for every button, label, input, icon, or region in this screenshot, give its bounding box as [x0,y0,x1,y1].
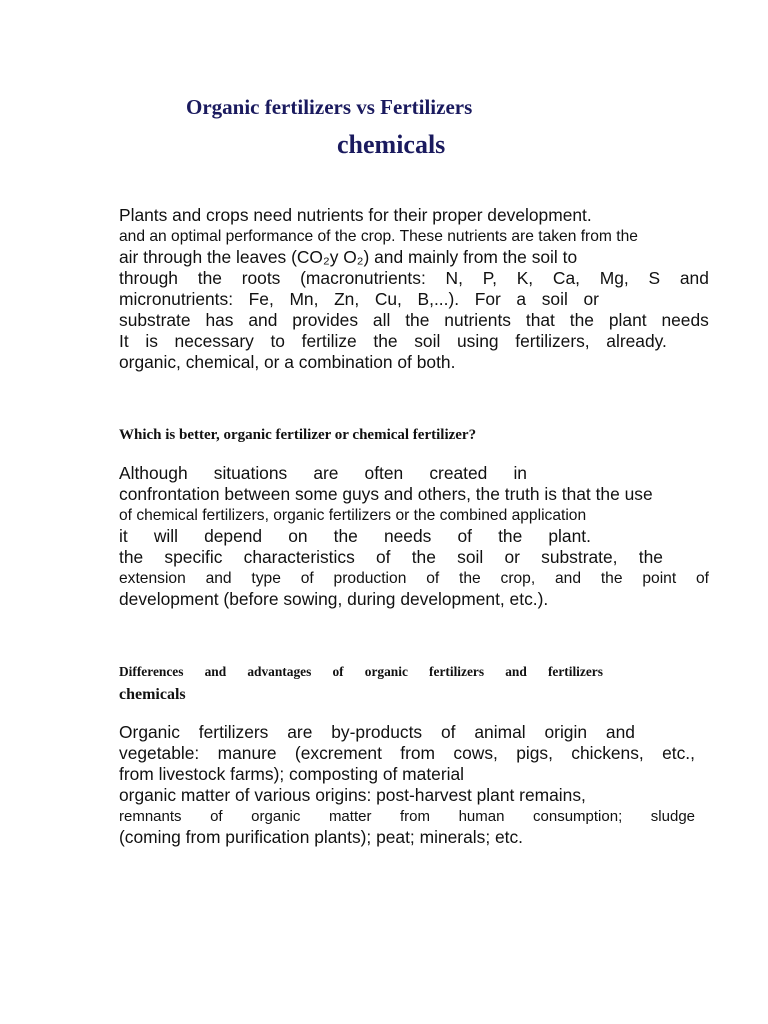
document-title-line-2: chemicals [337,130,446,159]
paragraph-line: micronutrients: Fe, Mn, Zn, Cu, B,...). For a soil or [119,289,599,309]
paragraph-line: the specific characteristics of the soil or substrate, the [119,547,663,567]
paragraph-line: remnants of organic matter from human consumption; sludge [119,808,695,825]
paragraph-line: It is necessary to fertilize the soil using fertilizers, already. [119,331,667,351]
section-heading-which-is-better: Which is better, organic fertilizer or chemical fertilizer? [119,427,477,443]
paragraph-line: and an optimal performance of the crop. These nutrients are taken from the [119,228,638,245]
document-title-line-1: Organic fertilizers vs Fertilizers [186,95,473,119]
paragraph-line: development (before sowing, during development, etc.). [119,589,549,609]
paragraph-line: Although situations are often created in [119,463,527,483]
intro-paragraph [119,205,709,373]
paragraph-line: Organic fertilizers are by-products of animal origin and [119,722,635,742]
paragraph-line: organic matter of various origins: post-harvest plant remains, [119,785,586,805]
paragraph-line: air through the leaves (CO₂y O₂) and mainly from the soil to [119,247,578,267]
paragraph-line: (coming from purification plants); peat; minerals; etc. [119,827,524,847]
section1-paragraph [119,463,709,610]
paragraph-line: substrate has and provides all the nutrients that the plant needs [119,310,709,330]
paragraph-line: from livestock farms); composting of material [119,764,465,784]
section-heading-differences-continued: chemicals [119,686,186,703]
paragraph-line: through the roots (macronutrients: N, P, K, Ca, Mg, S and [119,268,709,288]
paragraph-line: vegetable: manure (excrement from cows, pigs, chickens, etc., [119,743,695,763]
section2-paragraph [119,722,709,848]
paragraph-line: of chemical fertilizers, organic fertilizers or the combined application [119,507,587,524]
paragraph-line: confrontation between some guys and others, the truth is that the use [119,484,653,504]
section-heading-differences: Differences and advantages of organic fertilizers and fertilizers [119,664,603,679]
paragraph-line: extension and type of production of the crop, and the point of [119,570,709,587]
paragraph-line: it will depend on the needs of the plant. [119,526,591,546]
paragraph-line: Plants and crops need nutrients for their proper development. [119,205,592,225]
paragraph-line: organic, chemical, or a combination of both. [119,352,456,372]
